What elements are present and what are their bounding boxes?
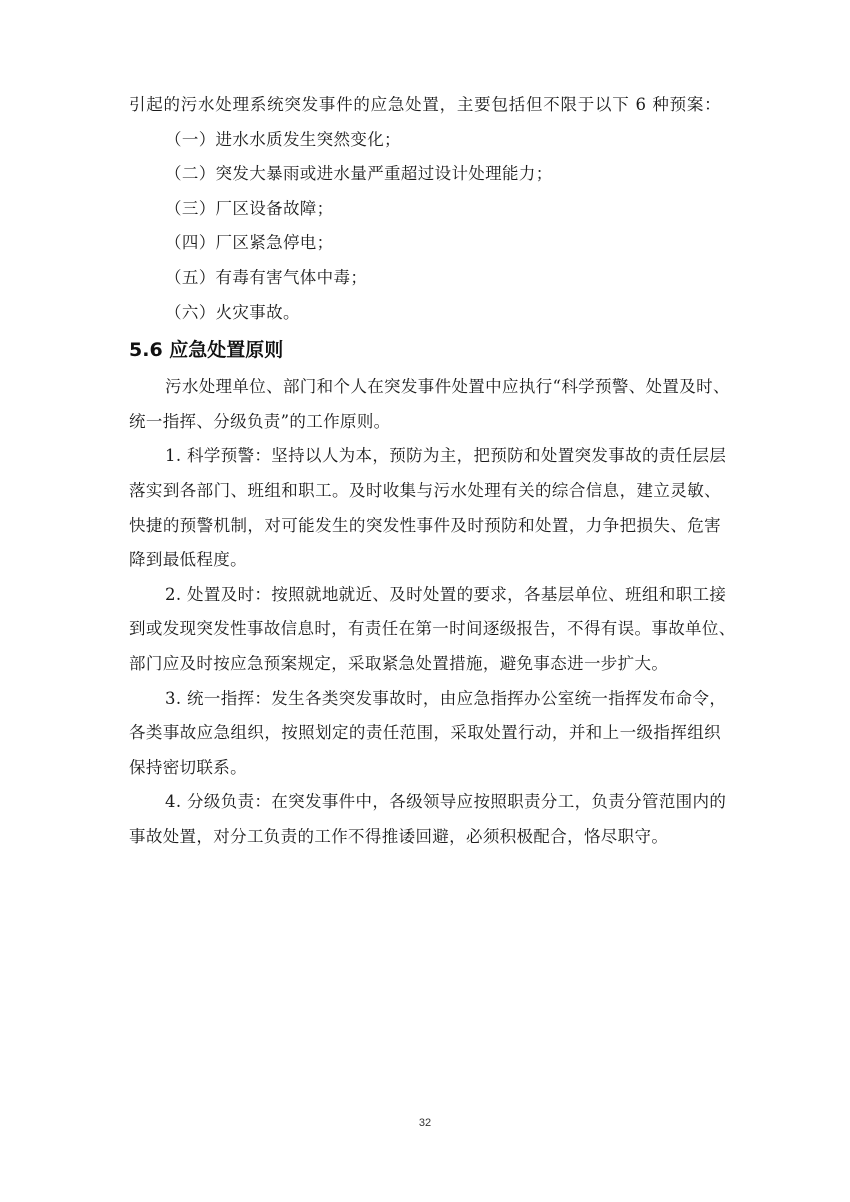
paragraph-line: 3. 统一指挥：发生各类突发事故时，由应急指挥办公室统一指挥发布命令，: [165, 688, 727, 708]
paragraph-line: 统一指挥、分级负责”的工作原则。: [129, 411, 391, 431]
plan-item: （三）厂区设备故障；: [165, 198, 334, 218]
paragraph-line: 保持密切联系。: [129, 757, 247, 777]
intro-line: 引起的污水处理系统突发事件的应急处置，主要包括但不限于以下 6 种预案：: [129, 95, 721, 114]
page-number: 32: [418, 1117, 432, 1129]
paragraph-line: 2. 处置及时：按照就地就近、及时处置的要求，各基层单位、班组和职工接: [165, 584, 727, 604]
plan-item: （一）进水水质发生突然变化；: [165, 129, 401, 149]
paragraph-line: 落实到各部门、班组和职工。及时收集与污水处理有关的综合信息，建立灵敏、: [129, 480, 721, 500]
paragraph-line: 降到最低程度。: [129, 550, 247, 570]
paragraph-line: 事故处置，对分工负责的工作不得推诿回避，必须积极配合，恪尽职守。: [129, 826, 669, 846]
paragraph-line: 1. 科学预警：坚持以人为本，预防为主，把预防和处置突发事故的责任层层: [165, 446, 727, 466]
page-body: [129, 88, 736, 854]
principle-paragraph-4: [129, 785, 727, 854]
plan-item: （五）有毒有害气体中毒；: [165, 267, 368, 287]
principle-paragraph-3: [129, 682, 727, 786]
principle-paragraph-1: [129, 439, 727, 577]
plan-item: （六）火灾事故。: [165, 302, 300, 322]
paragraph-line: 快捷的预警机制，对可能发生的突发性事件及时预防和处置，力争把损失、危害: [129, 515, 721, 535]
paragraph-line: 到或发现突发性事故信息时，有责任在第一时间逐级报告，不得有误。事故单位、: [129, 619, 736, 639]
plan-item: （四）厂区紧急停电；: [165, 233, 334, 253]
plan-item: （二）突发大暴雨或进水量严重超过设计处理能力；: [165, 164, 553, 184]
section-heading: 5.6 应急处置原则: [129, 339, 284, 362]
principle-paragraph-2: [129, 578, 736, 682]
paragraph-line: 4. 分级负责：在突发事件中，各级领导应按照职责分工，负责分管范围内的: [165, 792, 727, 812]
plan-list: [129, 123, 721, 331]
paragraph-line: 部门应及时按应急预案规定，采取紧急处置措施，避免事态进一步扩大。: [129, 653, 669, 673]
principle-intro-paragraph: [129, 370, 730, 439]
paragraph-line: 污水处理单位、部门和个人在突发事件处置中应执行“科学预警、处置及时、: [165, 377, 730, 397]
paragraph-line: 各类事故应急组织，按照划定的责任范围，采取处置行动，并和上一级指挥组织: [129, 723, 721, 743]
